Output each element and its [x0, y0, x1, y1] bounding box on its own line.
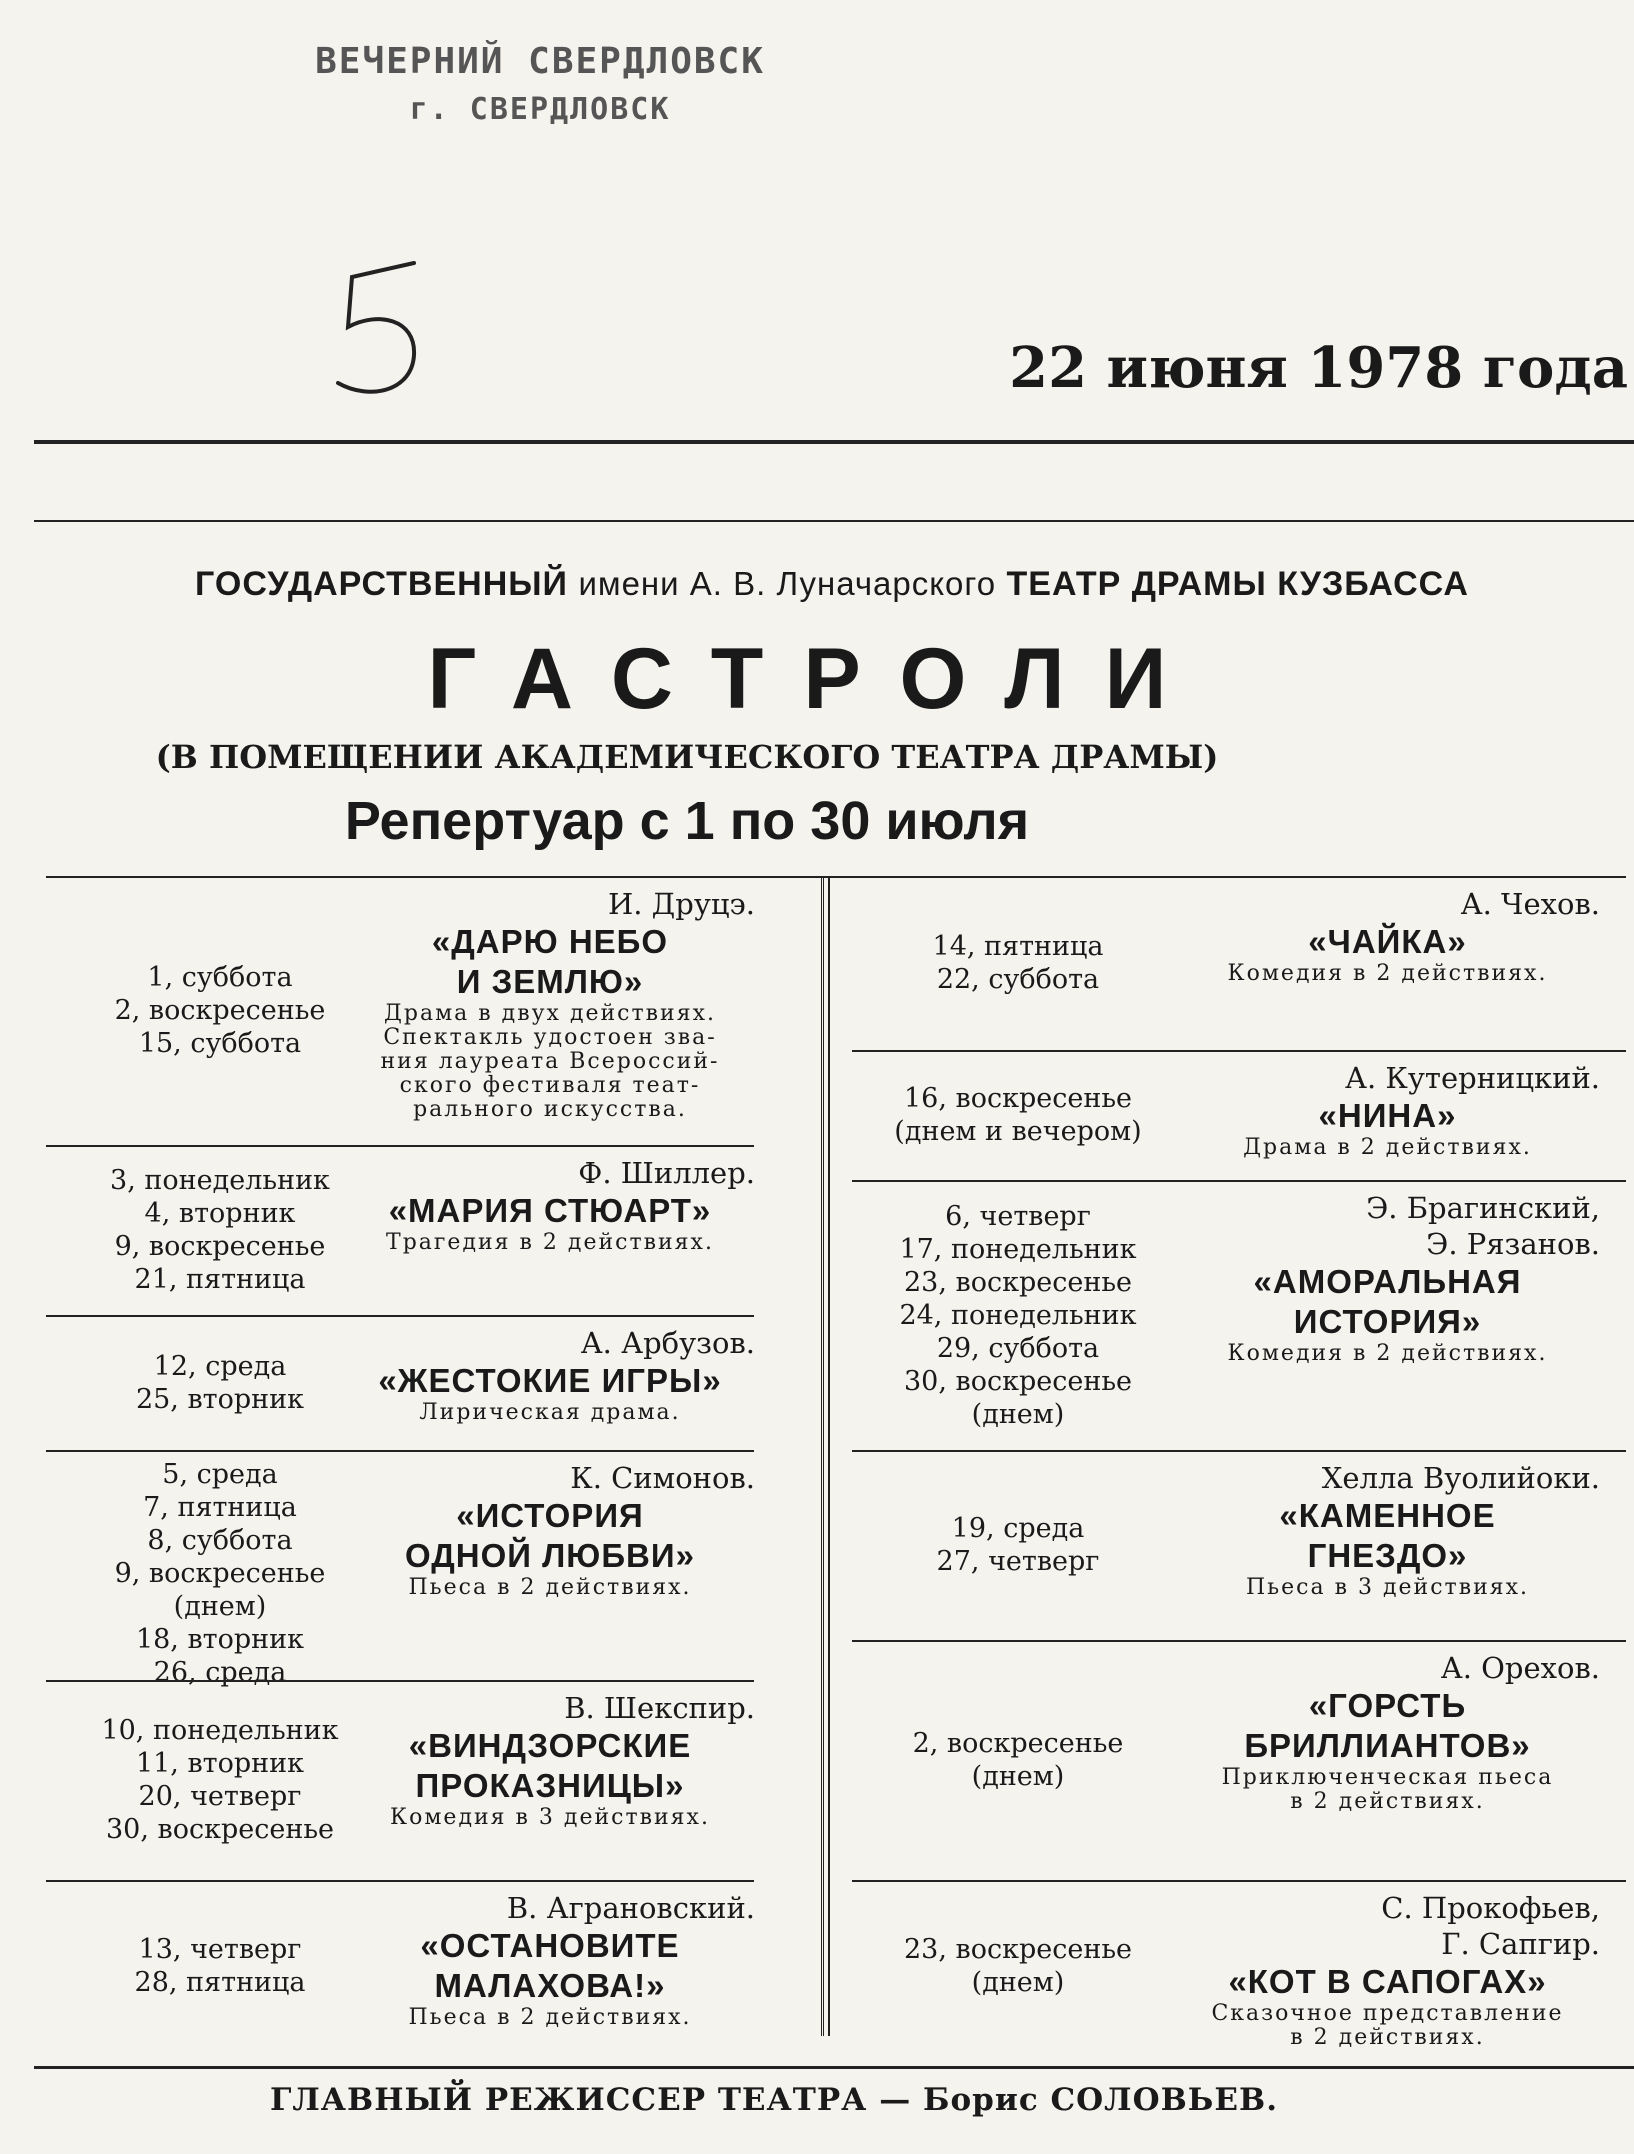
date-line: 5, среда	[162, 1459, 278, 1490]
entry-divider	[46, 1315, 754, 1317]
date-line: 17, понедельник	[899, 1233, 1137, 1265]
play-info	[1175, 1060, 1600, 1160]
date-line: 25, вторник	[135, 1383, 305, 1415]
date-line: 2, воскресенье	[912, 1728, 1124, 1759]
entry-divider	[852, 1450, 1626, 1452]
repertoire-title: Репертуар с 1 по 30 июля	[344, 791, 1030, 851]
date-line: 8, суббота	[147, 1525, 293, 1556]
play-description: Пьеса в 3 действиях.	[1245, 1575, 1530, 1600]
date-line: 26, среда	[153, 1657, 287, 1688]
date-line: 4, вторник	[144, 1198, 296, 1229]
play-info	[345, 1690, 755, 1830]
date-line: 15, суббота	[138, 1028, 302, 1059]
play-title: «КАМЕННОЕ ГНЕЗДО»	[1279, 1497, 1496, 1574]
entry-divider	[46, 1145, 754, 1147]
footer-credit	[34, 2082, 1634, 2118]
play-info	[1175, 886, 1600, 986]
play-description: Комедия в 2 действиях.	[1227, 1341, 1548, 1366]
play-author: А. Кутерницкий.	[1345, 1061, 1600, 1095]
play-info	[345, 1325, 755, 1425]
entry-divider	[852, 1640, 1626, 1642]
play-title: «ЖЕСТОКИЕ ИГРЫ»	[378, 1362, 722, 1399]
date-line: 20, четверг	[138, 1781, 302, 1812]
performance-dates	[848, 1933, 1188, 1999]
play-info	[345, 886, 755, 1122]
top-rule	[34, 440, 1634, 444]
play-title: «ДАРЮ НЕБО И ЗЕМЛЮ»	[431, 923, 669, 1000]
date-line: 18, вторник	[135, 1624, 305, 1655]
play-description: Комедия в 3 действиях.	[390, 1805, 710, 1830]
play-info	[345, 1155, 755, 1255]
headline-theatre: ТЕАТР ДРАМЫ КУЗБАССА	[1006, 565, 1469, 603]
entry-divider	[852, 1180, 1626, 1182]
table-top-rule	[46, 876, 1626, 878]
play-description: Приключенческая пьеса в 2 действиях.	[1221, 1765, 1554, 1814]
date-line: 12, среда	[153, 1350, 287, 1382]
handwritten-number-mark	[318, 255, 438, 405]
stamp-line-2: г. СВЕРДЛОВСК	[409, 92, 671, 127]
play-info	[1175, 1460, 1600, 1600]
play-description: Трагедия в 2 действиях.	[386, 1230, 714, 1255]
play-title: «ГОРСТЬ БРИЛЛИАНТОВ»	[1244, 1687, 1531, 1764]
theatre-headline	[40, 565, 1624, 604]
play-title: «ВИНДЗОРСКИЕ ПРОКАЗНИЦЫ»	[408, 1727, 692, 1804]
table-bottom-rule	[34, 2066, 1634, 2069]
date-line: 1, суббота	[147, 962, 293, 993]
play-info	[1175, 1890, 1600, 2050]
play-title: «МАРИЯ СТЮАРТ»	[388, 1192, 712, 1229]
date-line: 22, суббота	[936, 964, 1100, 995]
date-line: 30, воскресенье	[105, 1814, 334, 1845]
date-line: 7, пятница	[143, 1492, 297, 1523]
date-line: (днем)	[971, 1398, 1065, 1430]
date-line: 23, воскресенье	[903, 1934, 1132, 1965]
play-description: Пьеса в 2 действиях.	[408, 1575, 692, 1600]
column-separator	[821, 876, 830, 2036]
date-line: 16, воскресенье	[903, 1083, 1132, 1114]
play-description: Сказочное представление в 2 действиях.	[1211, 2001, 1564, 2050]
date-line: 28, пятница	[134, 1967, 306, 1998]
date-line: 23, воскресенье	[903, 1266, 1132, 1298]
date-line: 29, суббота	[936, 1332, 1100, 1364]
performance-dates	[848, 1727, 1188, 1793]
footer-director-name: Борис СОЛОВЬЕВ.	[923, 2082, 1279, 2118]
publication-date: 22 июня 1978 года	[1009, 335, 1628, 401]
play-author: Ф. Шиллер.	[578, 1156, 755, 1190]
play-author: К. Симонов.	[570, 1461, 755, 1495]
performance-dates	[80, 1350, 360, 1416]
date-line: 19, среда	[951, 1513, 1085, 1544]
tour-title: ГАСТРОЛИ	[427, 631, 1207, 727]
play-description: Комедия в 2 действиях.	[1227, 961, 1548, 986]
play-title: «ОСТАНОВИТЕ МАЛАХОВА!»	[420, 1927, 680, 2004]
date-line: 24, понедельник	[899, 1299, 1137, 1331]
entry-divider	[46, 1880, 754, 1882]
play-description: Пьеса в 2 действиях.	[408, 2005, 692, 2030]
date-line: (днем)	[173, 1591, 267, 1622]
performance-dates	[80, 1458, 360, 1689]
date-line: 14, пятница	[932, 931, 1104, 962]
date-line: 10, понедельник	[101, 1715, 339, 1746]
date-line: (днем)	[971, 1761, 1065, 1792]
newspaper-stamp	[300, 38, 780, 134]
play-title: «НИНА»	[1318, 1097, 1457, 1134]
play-author: Э. Брагинский, Э. Рязанов.	[1366, 1191, 1600, 1261]
entry-divider	[852, 1050, 1626, 1052]
top-rule-thin	[34, 520, 1634, 522]
play-author: И. Друцэ.	[607, 887, 755, 921]
play-title: «КОТ В САПОГАХ»	[1228, 1963, 1547, 2000]
performance-dates	[80, 961, 360, 1060]
play-description: Драма в двух действиях. Спектакль удостоен зва- ния лауреата Всероссий- ского фестиваля теат- рального искусства.	[380, 1001, 720, 1122]
headline-named: имени А. В. Луначарского	[578, 565, 997, 602]
date-line: 13, четверг	[138, 1934, 302, 1965]
performance-dates	[848, 930, 1188, 996]
performance-dates	[80, 1164, 360, 1296]
headline-state: ГОСУДАРСТВЕННЫЙ	[195, 565, 568, 603]
date-line: 30, воскресенье	[903, 1365, 1132, 1397]
play-author: А. Арбузов.	[580, 1326, 755, 1360]
stamp-line-1: ВЕЧЕРНИЙ СВЕРДЛОВСК	[315, 41, 765, 82]
play-info	[345, 1890, 755, 2030]
performance-dates	[848, 1512, 1188, 1578]
date-line: 21, пятница	[134, 1264, 306, 1295]
play-author: А. Чехов.	[1460, 887, 1600, 921]
footer-role: ГЛАВНЫЙ РЕЖИССЕР ТЕАТРА —	[269, 2082, 912, 2118]
venue-note: (В ПОМЕЩЕНИИ АКАДЕМИЧЕСКОГО ТЕАТРА ДРАМЫ)	[155, 738, 1219, 776]
play-author: А. Орехов.	[1440, 1651, 1600, 1685]
date-line: 3, понедельник	[110, 1165, 330, 1196]
entry-divider	[46, 1680, 754, 1682]
play-author: С. Прокофьев, Г. Сапгир.	[1381, 1891, 1600, 1961]
play-description: Лирическая драма.	[419, 1400, 681, 1425]
date-line: (днем и вечером)	[894, 1116, 1142, 1147]
play-author: В. Шекспир.	[564, 1691, 755, 1725]
date-line: 27, четверг	[936, 1546, 1100, 1577]
play-title: «ИСТОРИЯ ОДНОЙ ЛЮБВИ»	[405, 1497, 695, 1574]
play-info	[345, 1460, 755, 1600]
play-info	[1175, 1190, 1600, 1366]
entry-divider	[852, 1880, 1626, 1882]
performance-dates	[80, 1714, 360, 1846]
date-line: 9, воскресенье	[114, 1558, 326, 1589]
play-author: В. Аграновский.	[506, 1891, 755, 1925]
entry-divider	[46, 1450, 754, 1452]
date-line: 6, четверг	[945, 1200, 1091, 1232]
date-line: 11, вторник	[135, 1748, 305, 1779]
date-line: (днем)	[971, 1967, 1065, 1998]
date-line: 2, воскресенье	[114, 995, 326, 1026]
play-title: «ЧАЙКА»	[1308, 923, 1467, 960]
performance-dates	[80, 1933, 360, 1999]
play-info	[1175, 1650, 1600, 1814]
performance-dates	[848, 1082, 1188, 1148]
performance-dates	[848, 1200, 1188, 1431]
date-line: 9, воскресенье	[114, 1231, 326, 1262]
play-title: «АМОРАЛЬНАЯ ИСТОРИЯ»	[1253, 1263, 1522, 1340]
play-author: Хелла Вуолийоки.	[1321, 1461, 1600, 1495]
play-description: Драма в 2 действиях.	[1243, 1135, 1532, 1160]
